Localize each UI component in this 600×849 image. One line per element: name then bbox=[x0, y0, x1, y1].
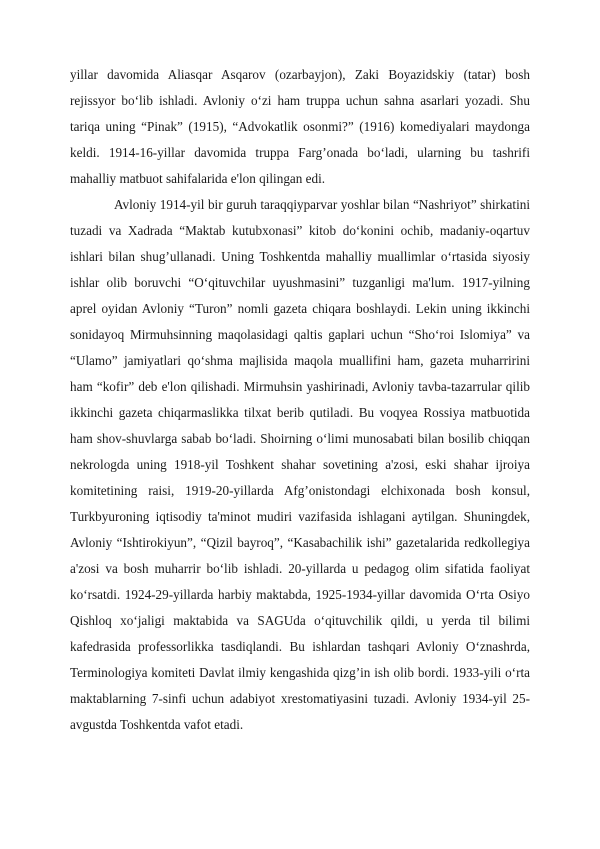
paragraph-1: yillar davomida Aliasqar Asqarov (ozarbayjon), Zaki Boyazidskiy (tatar) bosh rejissyor bo‘lib ishladi. Avloniy o‘zi ham truppa uchun sahna asarlari yozadi. Shu tariqa uning “Pinak” (1915), “Advokatlik osonmi?” (1916) komediyalari maydonga keldi. 1914-16-yillar davomida truppa Farg’onada bo‘ladi, ularning bu tashrifi mahalliy matbuot sahifalarida e'lon qilingan edi. bbox=[70, 67, 530, 186]
paragraph-2: Avloniy 1914-yil bir guruh taraqqiyparvar yoshlar bilan “Nashriyot” shirkatini tuzadi va Xadrada “Maktab kutubxonasi” kitob do‘konini ochib, madaniy-oqartuv ishlari bilan shug’ullanadi. Uning Toshkentda mahalliy muallimlar o‘rtasida siyosiy ishlar olib boruvchi “O‘qituvchilar uyushmasini” tuzganligi ma'lum. 1917-yilning aprel oyidan Avloniy “Turon” nomli gazeta chiqara boshlaydi. Lekin uning ikkinchi sonidayoq Mirmuhsinning maqolasidagi qaltis gaplari uchun “Sho‘roi Islomiya” va “Ulamo” jamiyatlari qo‘shma majlisida maqola muallifini ham, gazeta muharririni ham “kofir” deb e'lon qilishadi. Mirmuhsin yashirinadi, Avloniy tavba-tazarrular qilib ikkinchi gazeta chiqarmaslikka tilxat berib qutiladi. Bu voqyea Rossiya matbuotida ham shov-shuvlarga sabab bo‘ladi. Shoirning o‘limi munosabati bilan bosilib chiqqan nekrologda uning 1918-yil Toshkent shahar sovetining a'zosi, eski shahar ijroiya komitetining raisi, 1919-20-yillarda Afg’onistondagi elchixonada bosh konsul, Turkbyuroning iqtisodiy ta'minot mudiri vazifasida ishlagani aytilgan. Shuningdek, Avloniy “Ishtirokiyun”, “Qizil bayroq”, “Kasabachilik ishi” gazetalarida redkollegiya a'zosi va bosh muharrir bo‘lib ishladi. 20-yillarda u pedagog olim sifatida faoliyat ko‘rsatdi. 1924-29-yillarda harbiy maktabda, 1925-1934-yillar davomida O‘rta Osiyo Qishloq xo‘jaligi maktabida va SAGUda o‘qituvchilik qildi, u yerda til bilimi kafedrasida professorlikka tasdiqlandi. Bu ishlardan tashqari Avloniy O‘znashrda, Terminologiya komiteti Davlat ilmiy kengashida qizg’in ish olib bordi. 1933-yili o‘rta maktablarning 7-sinfi uchun adabiyot xrestomatiyasini tuzadi. Avloniy 1934-yil 25-avgustda Toshkentda vafot etadi. bbox=[70, 197, 530, 732]
body-text bbox=[70, 62, 530, 738]
